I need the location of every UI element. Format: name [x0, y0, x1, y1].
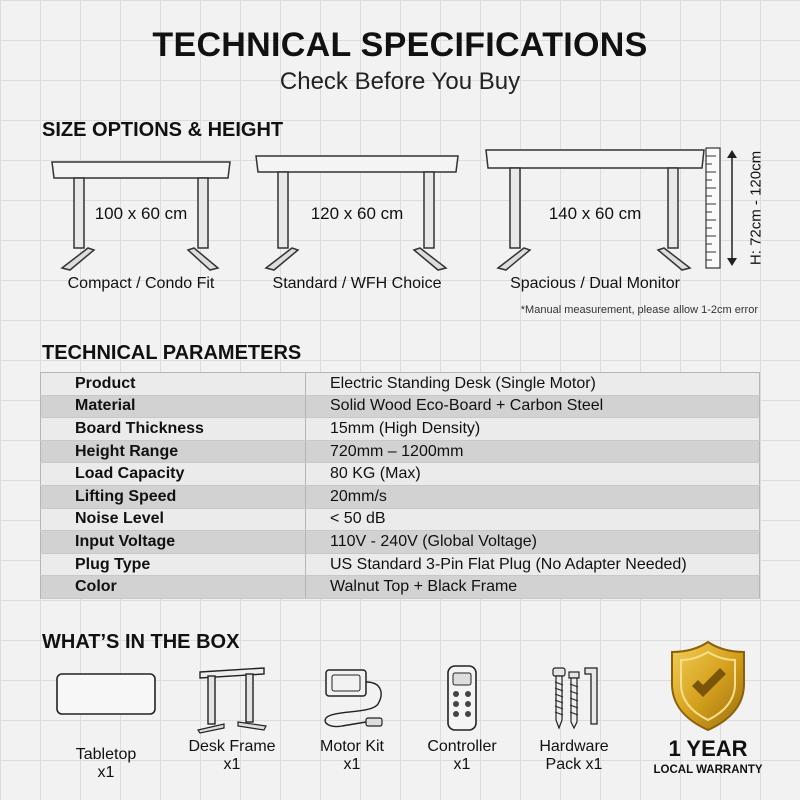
height-range-text: H: 72cm - 120cm: [747, 150, 765, 266]
param-key: Material: [41, 395, 306, 418]
measurement-note: *Manual measurement, please allow 1-2cm error: [520, 304, 758, 316]
size-options-heading: SIZE OPTIONS & HEIGHT: [42, 119, 284, 141]
warranty-years: 1 YEAR: [668, 736, 748, 761]
box-item-name: Tabletop: [75, 746, 137, 763]
box-item-motor-kit: [292, 664, 412, 774]
table-row: [41, 418, 760, 441]
table-row: [41, 553, 760, 576]
desk-frame-icon: [194, 664, 270, 734]
height-range-label: [744, 146, 768, 270]
table-row: [41, 373, 760, 396]
table-row: [41, 395, 760, 418]
table-row: [41, 508, 760, 531]
param-value: 15mm (High Density): [306, 418, 760, 441]
param-key: Input Voltage: [41, 531, 306, 554]
desk-option-100: [48, 158, 234, 278]
box-item-hardware: [514, 664, 634, 774]
box-item-qty: x1: [453, 756, 471, 773]
desk-caption: Standard / WFH Choice: [272, 275, 442, 292]
page-title: TECHNICAL SPECIFICATIONS: [152, 26, 648, 64]
desk-option-120: [252, 152, 462, 278]
desk-size-label: 140 x 60 cm: [548, 204, 642, 223]
table-row: [41, 485, 760, 508]
height-arrow-icon: [726, 148, 738, 268]
table-row: [41, 531, 760, 554]
box-item-name: Controller: [427, 738, 497, 755]
ruler-icon: [704, 146, 724, 270]
parameters-table: [40, 372, 760, 599]
param-key: Color: [41, 576, 306, 599]
box-item-tabletop: [46, 664, 166, 782]
desk-size-label: 100 x 60 cm: [94, 204, 188, 223]
box-item-name: Hardware: [539, 738, 609, 755]
box-item-controller: [402, 664, 522, 774]
param-value: Solid Wood Eco-Board + Carbon Steel: [306, 395, 760, 418]
whats-in-the-box-heading: WHAT’S IN THE BOX: [42, 631, 240, 653]
warranty-label: LOCAL WARRANTY: [653, 764, 763, 776]
param-value: Electric Standing Desk (Single Motor): [306, 373, 760, 396]
param-value: 80 KG (Max): [306, 463, 760, 486]
box-item-qty: x1: [97, 764, 115, 781]
param-value: < 50 dB: [306, 508, 760, 531]
param-value: 20mm/s: [306, 485, 760, 508]
box-item-name: Motor Kit: [319, 738, 384, 755]
param-key: Load Capacity: [41, 463, 306, 486]
technical-parameters-heading: TECHNICAL PARAMETERS: [42, 342, 302, 364]
table-row: [41, 440, 760, 463]
param-value: US Standard 3-Pin Flat Plug (No Adapter Needed): [306, 553, 760, 576]
param-key: Lifting Speed: [41, 485, 306, 508]
param-value: 110V - 240V (Global Voltage): [306, 531, 760, 554]
param-key: Plug Type: [41, 553, 306, 576]
controller-icon: [442, 664, 482, 734]
tabletop-icon: [55, 672, 157, 716]
warranty-badge: [640, 640, 776, 776]
box-item-qty: x1: [223, 756, 241, 773]
param-key: Noise Level: [41, 508, 306, 531]
desk-caption: Spacious / Dual Monitor: [510, 275, 680, 292]
box-item-qty: Pack x1: [545, 756, 603, 773]
param-value: 720mm – 1200mm: [306, 440, 760, 463]
table-row: [41, 576, 760, 599]
param-key: Product: [41, 373, 306, 396]
param-key: Height Range: [41, 440, 306, 463]
hardware-icon: [539, 664, 609, 734]
box-item-qty: x1: [343, 756, 361, 773]
table-row: [41, 463, 760, 486]
param-value: Walnut Top + Black Frame: [306, 576, 760, 599]
motor-kit-icon: [312, 664, 392, 734]
shield-check-icon: [668, 640, 748, 732]
page-subtitle: Check Before You Buy: [279, 68, 521, 95]
desk-size-label: 120 x 60 cm: [310, 204, 404, 223]
desk-caption: Compact / Condo Fit: [67, 275, 215, 292]
param-key: Board Thickness: [41, 418, 306, 441]
box-item-name: Desk Frame: [188, 738, 276, 755]
desk-option-140: [482, 146, 708, 278]
box-item-desk-frame: [172, 664, 292, 774]
